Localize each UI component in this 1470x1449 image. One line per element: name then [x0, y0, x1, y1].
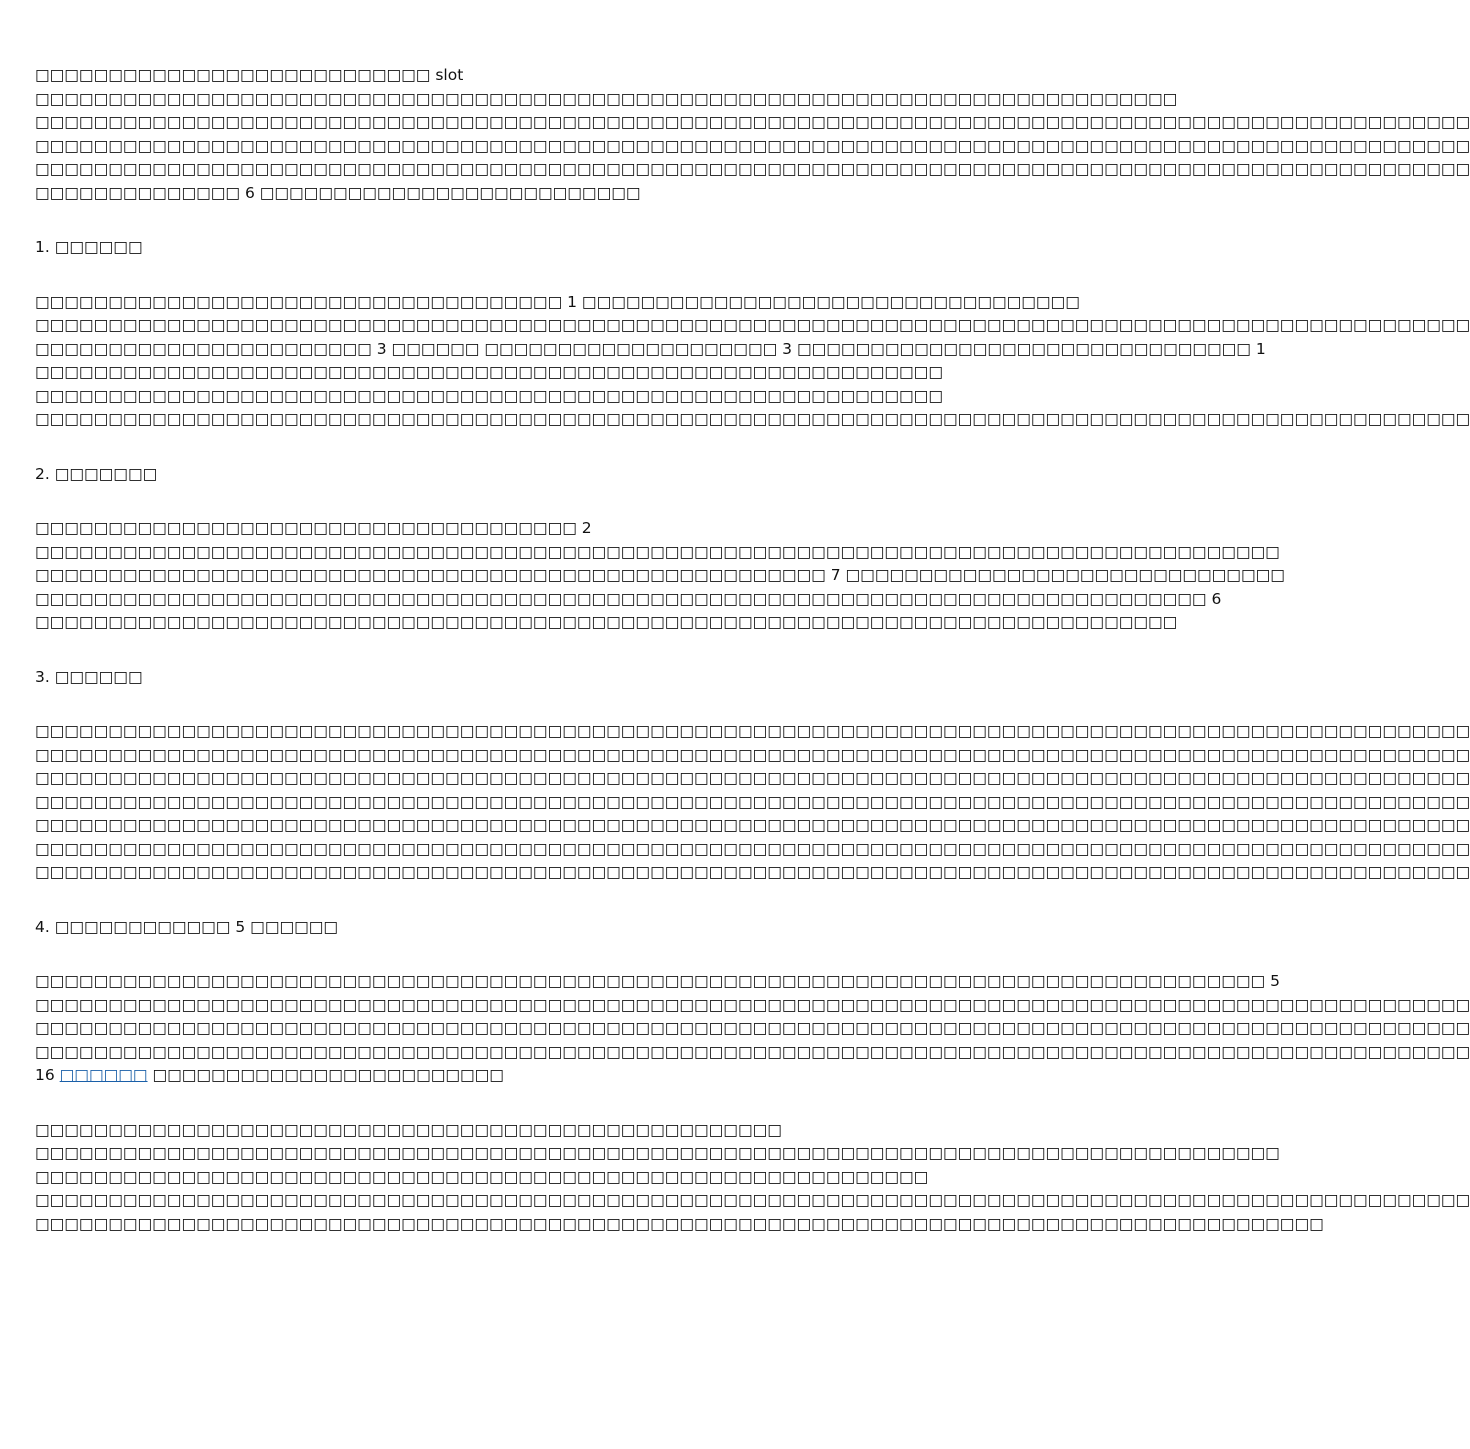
section-heading-3: 3. □□□□□□: [35, 667, 143, 686]
section-4-paragraph: [35, 970, 1470, 1088]
paragraph-line: □□□□□□□□□□□□□□□□□□□□□□□□□□□□□□□□□□□□□ 2: [35, 519, 592, 537]
paragraph-gap: [35, 885, 989, 916]
paragraph-line: □□□□□□□□□□□□□□□□□□□□□□□□□□□□□□□□□□□□□□□□□□□□□□□□□□□□□□□□□□□□□□: [35, 386, 943, 405]
paragraph-line: □□□□□□□□□□□□□□□□□□□□□□□□□□□□□□□□□□□□□□□□□□□□□□□□□□□□□□□□□□□□□□□□□□□□□□□□□□□□□□□□□□□□□□□□□□□□□□□□□□: [35, 410, 1470, 428]
paragraph-line: □□□□□□□□□□□□□□□□□□□□□□□□□□□□□□□□□□□□□□□□□□□□□□□□□□□□□□□□□□□□□□□□□□□□□□□□□□□□□□□□□□□□□□□□□□□□□□□□□□: [35, 745, 1470, 764]
paragraph-line: □□□□□□□□□□□□□□□□□□□□□□□□□□□□□□□□□□□□□□□□□□□□□□□□□□□□□□□□□□□□□□□□□□□□□□□□□□□□□□□□□□□□□□□□: [35, 1214, 1324, 1233]
section-3-paragraph: [35, 720, 1470, 885]
paragraph-line: □□□□□□□□□□□□□□□□□□□□□□□□□□□□□□□□□□□□□□□□□□□□□□□□□□□□□□□□□□□□□□□□□□□□□□□□□□□□□□□□□□□□□□□□□□□□□□□□□□: [35, 769, 1470, 787]
paragraph-gap: [35, 260, 989, 291]
paragraph-line: □□□□□□□□□□□□□□□□□□□□□□□□□□□□□□□□□□□□□□□□□□□□□□□□□□□□□□□□□□□□□□□□□□□□□□□□□□□□□□□□□□□□□□□□□□□□□□□□□□: [35, 316, 1470, 334]
link-suffix: □□□□□□□□□□□□□□□□□□□□□□□□: [147, 1066, 504, 1084]
section-heading-1: 1. □□□□□□: [35, 238, 143, 256]
paragraph-line: □□□□□□□□□□□□□□□□□□□□□□□□□□□□□□□□□□□□□□□□□□□□□□□□□□□□□□□□□□□□□□□□□□□□□□□□□□□□□□□□□□□□□□□□□□□□□□□□□□: [35, 1042, 1470, 1061]
paragraph-line: □□□□□□□□□□□□□□□□□□□□□□□□□□□□□□□□□□□□□□□□□□□□□□□□□□□□□□□□□□□□□□□□□□□□□□□□□□□□□□□□□□□□□□□□□□□□□□□□□□: [35, 863, 1470, 881]
intro-paragraph: [35, 64, 1470, 205]
paragraph-line: □□□□□□□□□□□□□□□□□□□□□□□□□□□□□□□□□□□□□□□□□□□□□□□□□□□□□□□□□□□□□□□□□□□□□□□□□□□□□□□□□□□□□□□□□□□□□□□□□□: [35, 1191, 1470, 1209]
section-heading-2: 2. □□□□□□□: [35, 464, 158, 483]
paragraph-line: □□□□□□□□□□□□□□□□□□□□□□□□□□□□□□□□□□□□□□□□□□□□□□□□□□□□□□□□□□□□□□□□□□□□□□□□□□□□□□□□□□□□□□□□□□□□□□□□□□: [35, 995, 1470, 1014]
paragraph-line: □□□□□□□□□□□□□□□□□□□□□□□□□□□□□□□□□□□□□□□□□□□□□□□□□□□□□□□□□□□□□□□□□□□□□□□□□□□□□□□□ 6: [35, 589, 1222, 608]
paragraph-line: □□□□□□□□□□□□□□ 6 □□□□□□□□□□□□□□□□□□□□□□□□□□: [35, 183, 641, 202]
paragraph-line: □□□□□□□□□□□□□□□□□□□□□□□□□□□□□□□□□□□□□□□□□□□□□□□□□□□□□□□□□□□□□□□□□□□□□□□□□□□□□□□□□□□□□□□□□□□□□□□□□□: [35, 792, 1470, 811]
paragraph-line: □□□□□□□□□□□□□□□□□□□□□□□□□□□□□□□□□□□□□□□□□□□□□□□□□□□□□□ 7 □□□□□□□□□□□□□□□□□□□□□□□□□□□□□□: [35, 566, 1285, 584]
paragraph-line: □□□□□□□□□□□□□□□□□□□□□□□□□□□□□□□□□□□□□□□□□□□□□□□□□□□□□□□□□□□□□: [35, 1167, 929, 1186]
paragraph-gap: [35, 205, 989, 236]
paragraph-line: □□□□□□□□□□□□□□□□□□□□□□□□□□□□□□□□□□□□ 1 □□□□□□□□□□□□□□□□□□□□□□□□□□□□□□□□□□: [35, 292, 1080, 311]
paragraph-line-with-link: [35, 1064, 989, 1088]
paragraph-gap: [35, 1088, 989, 1119]
paragraph-line: □□□□□□□□□□□□□□□□□□□□□□□□□□□□□□□□□□□□□□□□□□□□□□□□□□□□□□□□□□□□□□□□□□□□□□□□□□□□□□□□□□□□□□□□□□□□□□□□□□: [35, 816, 1470, 834]
inline-link[interactable]: □□□□□□: [59, 1066, 148, 1084]
paragraph-line: □□□□□□□□□□□□□□□□□□□□□□□□□□□ slot: [35, 66, 464, 84]
paragraph-line: □□□□□□□□□□□□□□□□□□□□□□□□□□□□□□□□□□□□□□□□□□□□□□□□□□□□□□□□□□□□□□□□□□□□□□□□□□□□□□□□□□□□□□□□□□□□□□□□□□: [35, 1019, 1470, 1037]
paragraph-line: □□□□□□□□□□□□□□□□□□□□□□□□□□□□□□□□□□□□□□□□□□□□□□□□□□□□□□□□□□□□□□□□□□□□□□□□□□□□□□: [35, 89, 1178, 108]
paragraph-line: □□□□□□□□□□□□□□□□□□□□□□□□□□□□□□□□□□□□□□□□□□□□□□□□□□□: [35, 1120, 782, 1139]
paragraph-line: □□□□□□□□□□□□□□□□□□□□□□□□□□□□□□□□□□□□□□□□□□□□□□□□□□□□□□□□□□□□□□□□□□□□□□□□□□□□□□□□□□□□□: [35, 1144, 1280, 1162]
paragraph-line: □□□□□□□□□□□□□□□□□□□□□□□□□□□□□□□□□□□□□□□□□□□□□□□□□□□□□□□□□□□□□□□□□□□□□□□□□□□□□□□□□□□□ 5: [35, 972, 1280, 990]
section-heading-4: 4. □□□□□□□□□□□□ 5 □□□□□□: [35, 917, 339, 936]
closing-paragraph: [35, 1119, 1470, 1237]
paragraph-line: □□□□□□□□□□□□□□□□□□□□□□□□□□□□□□□□□□□□□□□□□□□□□□□□□□□□□□□□□□□□□□□□□□□□□□□□□□□□□□□□□□□□□□□□□□□□□□□□□□: [35, 839, 1470, 858]
paragraph-line: □□□□□□□□□□□□□□□□□□□□□□□□□□□□□□□□□□□□□□□□□□□□□□□□□□□□□□□□□□□□□□□□□□□□□□□□□□□□□□: [35, 613, 1178, 631]
paragraph-line: □□□□□□□□□□□□□□□□□□□□□□□□□□□□□□□□□□□□□□□□□□□□□□□□□□□□□□□□□□□□□□□□□□□□□□□□□□□□□□□□□□□□□: [35, 542, 1280, 561]
paragraph-line: □□□□□□□□□□□□□□□□□□□□□□□□□□□□□□□□□□□□□□□□□□□□□□□□□□□□□□□□□□□□□□□□□□□□□□□□□□□□□□□□□□□□□□□□□□□□□□□□□□: [35, 136, 1470, 155]
link-prefix: 16: [35, 1066, 60, 1084]
paragraph-gap: [35, 939, 989, 970]
paragraph-gap: [35, 486, 989, 517]
section-1-paragraph: [35, 291, 1470, 432]
paragraph-gap: [35, 635, 989, 666]
paragraph-line: □□□□□□□□□□□□□□□□□□□□□□□□□□□□□□□□□□□□□□□□□□□□□□□□□□□□□□□□□□□□□□□□□□□□□□□□□□□□□□□□□□□□□□□□□□□□□□□□□□: [35, 722, 1470, 740]
paragraph-gap: [35, 689, 989, 720]
paragraph-line: □□□□□□□□□□□□□□□□□□□□□□□ 3 □□□□□□ □□□□□□□□□□□□□□□□□□□□ 3 □□□□□□□□□□□□□□□□□□□□□□□□□□□□□□□ 1: [35, 339, 1266, 358]
paragraph-line: □□□□□□□□□□□□□□□□□□□□□□□□□□□□□□□□□□□□□□□□□□□□□□□□□□□□□□□□□□□□□□□□□□□□□□□□□□□□□□□□□□□□□□□□□□□□□□□□□□: [35, 113, 1470, 131]
paragraph-gap: [35, 432, 989, 463]
paragraph-line: □□□□□□□□□□□□□□□□□□□□□□□□□□□□□□□□□□□□□□□□□□□□□□□□□□□□□□□□□□□□□□: [35, 363, 943, 381]
paragraph-line: □□□□□□□□□□□□□□□□□□□□□□□□□□□□□□□□□□□□□□□□□□□□□□□□□□□□□□□□□□□□□□□□□□□□□□□□□□□□□□□□□□□□□□□□□□□□□□□□□□: [35, 160, 1470, 178]
section-2-paragraph: [35, 517, 1285, 635]
